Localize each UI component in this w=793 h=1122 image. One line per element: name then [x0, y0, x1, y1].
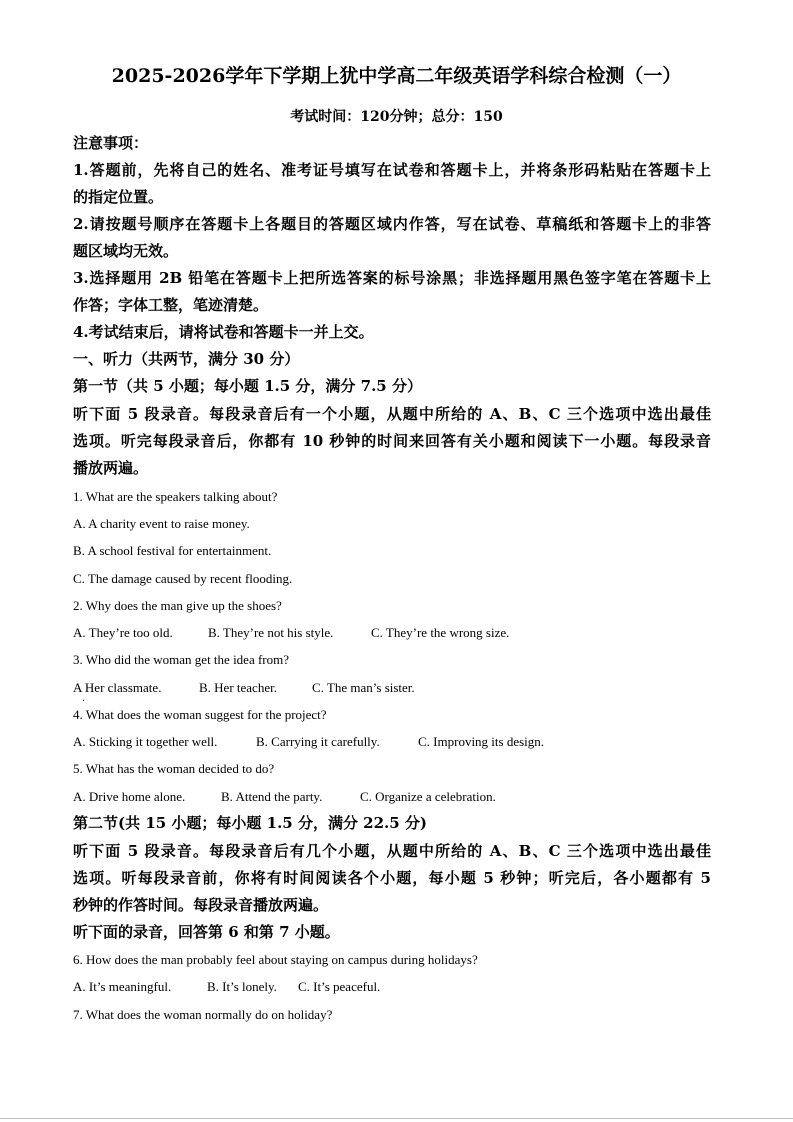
question-3-option-c: C. The man’s sister. — [312, 680, 415, 695]
question-6-option-c: C. It’s peaceful. — [298, 979, 381, 994]
notice-heading: 注意事项： — [73, 134, 149, 152]
question-1-option-b: B. A school festival for entertainment. — [73, 543, 272, 558]
notice-line-3: 2.请按题号顺序在答题卡上各题目的答题区域内作答，写在试卷、草稿纸和答题卡上的非答 — [73, 215, 711, 233]
part2-instruction-1: 听下面 5 段录音。每段录音后有几个小题，从题中所给的 A、B、C 三个选项中选出最佳 — [73, 842, 711, 860]
question-2-options — [73, 625, 713, 641]
page-bottom-rule — [0, 1118, 793, 1119]
question-6-option-b: B. It’s lonely. — [207, 979, 277, 994]
question-3-options — [73, 680, 713, 696]
question-3-option-a: A Her classmate. — [73, 680, 162, 695]
question-2-option-c: C. They’re the wrong size. — [371, 625, 510, 640]
notice-line-1: 1.答题前，先将自己的姓名、准考证号填写在试卷和答题卡上，并将条形码粘贴在答题卡上 — [73, 161, 711, 179]
notice-line-5: 3.选择题用 2B 铅笔在答题卡上把所选答案的标号涂黑；非选择题用黑色签字笔在答题卡上 — [73, 269, 711, 287]
question-5-option-b: B. Attend the party. — [221, 789, 323, 804]
question-1-option-c: C. The damage caused by recent flooding. — [73, 571, 293, 586]
question-6-text: 6. How does the man probably feel about staying on campus during holidays? — [73, 952, 478, 967]
question-1-option-a: A. A charity event to raise money. — [73, 516, 250, 531]
question-5-option-a: A. Drive home alone. — [73, 789, 186, 804]
question-2-option-b: B. They’re not his style. — [208, 625, 334, 640]
question-4-text: 4. What does the woman suggest for the project? — [73, 707, 327, 722]
question-3-option-b: B. Her teacher. — [199, 680, 277, 695]
notice-line-4: 题区域均无效。 — [73, 242, 179, 260]
question-2-text: 2. Why does the man give up the shoes? — [73, 598, 282, 613]
question-4-option-a: A. Sticking it together well. — [73, 734, 218, 749]
question-5-options — [73, 789, 713, 805]
question-6-options — [73, 979, 713, 995]
part1-instruction-3: 播放两遍。 — [73, 459, 149, 477]
question-1-text: 1. What are the speakers talking about? — [73, 489, 278, 504]
part2-heading: 第二节(共 15 小题；每小题 1.5 分，满分 22.5 分) — [73, 814, 428, 832]
part1-instruction-1: 听下面 5 段录音。每段录音后有一个小题，从题中所给的 A、B、C 三个选项中选出最佳 — [73, 405, 711, 423]
part1-heading: 第一节（共 5 小题；每小题 1.5 分，满分 7.5 分） — [73, 377, 422, 395]
part2-instruction-3: 秒钟的作答时间。每段录音播放两遍。 — [73, 896, 329, 914]
question-5-text: 5. What has the woman decided to do? — [73, 761, 275, 776]
part1-instruction-2: 选项。听完每段录音后，你都有 10 秒钟的时间来回答有关小题和阅读下一小题。每段录音 — [73, 432, 711, 450]
section-heading-listening: 一、听力（共两节，满分 30 分） — [73, 350, 300, 368]
stray-dot-mark: . — [82, 693, 86, 704]
exam-time-info: 考试时间：120分钟；总分：150 — [290, 109, 503, 125]
notice-line-6: 作答；字体工整，笔迹清楚。 — [73, 296, 269, 314]
question-4-options — [73, 734, 713, 750]
page-title: 2025-2026学年下学期上犹中学高二年级英语学科综合检测（一） — [111, 65, 682, 87]
question-2-option-a: A. They’re too old. — [73, 625, 173, 640]
part2-instruction-2: 选项。听每段录音前，你将有时间阅读各个小题，每小题 5 秒钟；听完后，各小题都有 5 — [73, 869, 711, 887]
question-6-option-a: A. It’s meaningful. — [73, 979, 172, 994]
question-7-text: 7. What does the woman normally do on holiday? — [73, 1007, 333, 1022]
notice-line-7: 4.考试结束后，请将试卷和答题卡一并上交。 — [73, 323, 374, 341]
group-instruction-q6-q7: 听下面的录音，回答第 6 和第 7 小题。 — [73, 923, 340, 941]
question-3-text: 3. Who did the woman get the idea from? — [73, 652, 290, 667]
question-4-option-c: C. Improving its design. — [418, 734, 545, 749]
question-5-option-c: C. Organize a celebration. — [360, 789, 496, 804]
question-4-option-b: B. Carrying it carefully. — [256, 734, 380, 749]
notice-line-2: 的指定位置。 — [73, 188, 164, 206]
